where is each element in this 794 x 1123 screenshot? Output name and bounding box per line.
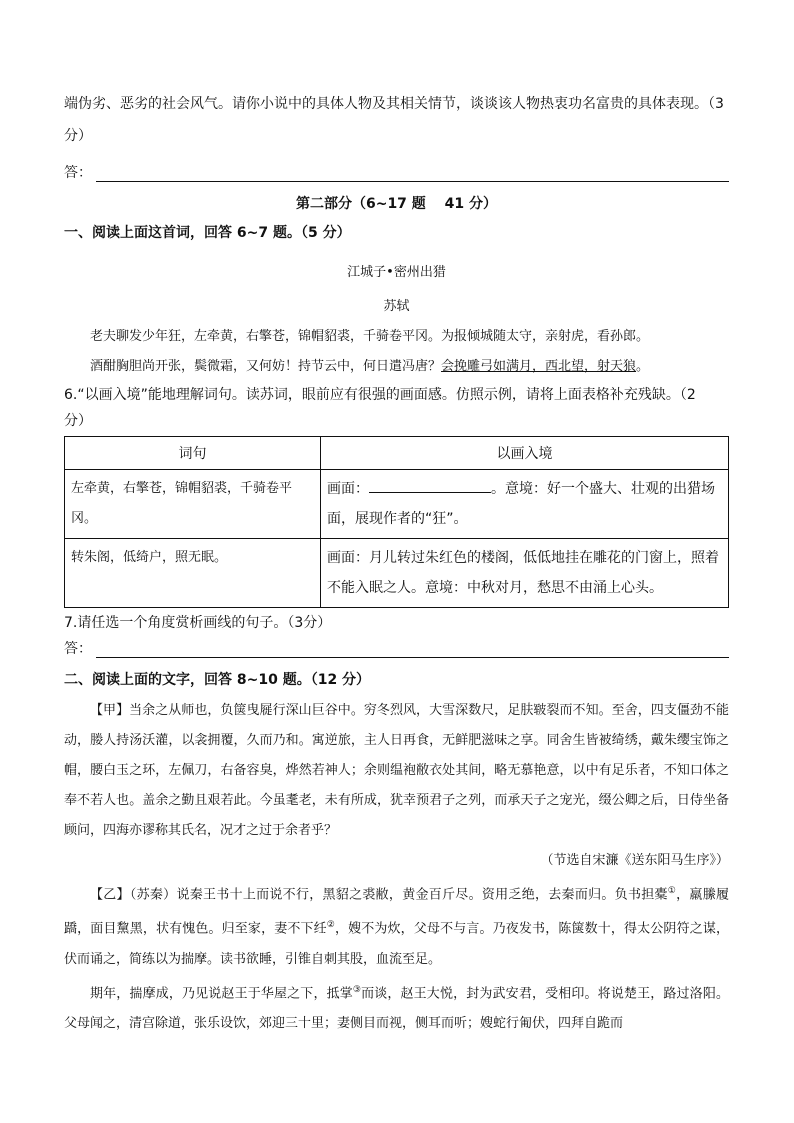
yi-p1-b: ，羸縢履蹻，面目黧黑，状有愧色。归至家，妻不下纴 xyxy=(64,887,729,937)
yi-p2-a: 期年，揣摩成，乃见说赵王于华屋之下，抵掌 xyxy=(90,985,353,1001)
poem-line-2-plain: 酒酣胸胆尚开张，鬓微霜，又何妨！持节云中，何日遣冯唐？ xyxy=(90,359,442,374)
passage-jia: 【甲】当余之从师也，负箧曳屣行深山巨谷中。穷冬烈风，大雪深数尺，足肤皲裂而不知。至舍，四支僵劲不能动，媵人持汤沃灌，以衾拥覆，久而乃和。寓逆旅，主人日再食，无鲜肥滋味之享。同舍生皆被绮绣，戴朱缨宝饰之帽，腰白玉之环，左佩刀，右备容臭，烨然若神人；余则缊袍敝衣处其间，略无慕艳意，以中有足乐者，不知口体之奉不若人也。盖余之勤且艰若此。今虽耄老，未有所成，犹幸预君子之列，而承天子之宠光，缀公卿之后，日侍坐备顾问，四海亦谬称其氏名，况才之过于余者乎？ xyxy=(64,703,729,838)
table-cell-imagery xyxy=(321,470,729,539)
poem-line-1: 老夫聊发少年狂，左牵黄，右擎苍，锦帽貂裘，千骑卷平冈。为报倾城随太守，亲射虎，看孙郎。 xyxy=(90,329,650,344)
poem-line-2 xyxy=(64,352,729,382)
table-cell-ci: 转朱阁，低绮户，照无眠。 xyxy=(65,539,321,608)
poem-title: 江城子•密州出猎 xyxy=(347,265,446,280)
part2-title: 第二部分（6~17 题 41 分） xyxy=(295,196,498,212)
q5-tail-line-2: 分） xyxy=(64,128,92,144)
table-header-imagery: 以画入境 xyxy=(321,437,729,470)
answer-rule xyxy=(96,159,729,182)
yi-p1-c: ，嫂不为炊，父母不与言。乃夜发书，陈箧数十，得太公阴符之谋，伏而诵之，简练以为揣摩。读书欲睡，引锥自刺其股，血流至足。 xyxy=(64,921,729,967)
passage-jia-source: （节选自宋濂《送东阳马生序》） xyxy=(540,853,729,868)
answer-label: 答： xyxy=(64,165,92,181)
fill-blank[interactable] xyxy=(369,478,491,493)
answer-line-q7 xyxy=(64,638,729,658)
section1-title: 一、阅读上面这首词，回答 6~7 题。（5 分） xyxy=(64,225,351,241)
row1-suffix: 。意境：好一个盛大、壮观的出猎场面，展现作者的“狂”。 xyxy=(327,481,715,527)
exam-page xyxy=(64,88,729,1039)
yi-p2-b: 而谈，赵王大悦，封为武安君，受相印。将说楚王，路过洛阳。父母闻之，清宫除道，张乐设饮，郊迎三十里；妻侧目而视，侧耳而听；嫂蛇行匍伏，四拜自跪而 xyxy=(64,985,729,1031)
table-cell-ci: 左牵黄，右擎苍，锦帽貂裘，千骑卷平冈。 xyxy=(65,470,321,539)
table-row xyxy=(65,470,729,539)
answer-line-q5 xyxy=(64,152,729,182)
table-header-row xyxy=(65,437,729,470)
table-cell-imagery: 画面：月儿转过朱红色的楼阁，低低地挂在雕花的门窗上，照着不能入眠之人。意境：中秋对月，愁思不由涌上心头。 xyxy=(321,539,729,608)
imagery-table xyxy=(64,436,729,608)
passage-yi-p2 xyxy=(64,975,729,1039)
footnote-mark: ③ xyxy=(352,984,362,995)
poem-underlined-sentence: 会挽雕弓如满月，西北望，射天狼 xyxy=(441,359,637,374)
answer-rule xyxy=(96,645,729,658)
poem-author: 苏轼 xyxy=(383,299,410,314)
answer-label: 答： xyxy=(64,641,92,657)
table-header-ci: 词句 xyxy=(65,437,321,470)
q7-text: 7.请任选一个角度赏析画线的句子。（3分） xyxy=(64,615,332,631)
footnote-mark: ② xyxy=(326,920,335,931)
footnote-mark: ① xyxy=(667,886,677,896)
poem-line-2-end: 。 xyxy=(636,359,650,374)
q5-tail-line: 端伪劣、恶劣的社会风气。请你小说中的具体人物及其相关情节，谈谈该人物热衷功名富贵的具体表现。（3 xyxy=(64,96,724,112)
table-row xyxy=(65,539,729,608)
yi-p1-a: 【乙】（苏秦）说秦王书十上而说不行，黑貂之裘敝，黄金百斤尽。资用乏绝，去秦而归。负书担橐 xyxy=(90,887,668,903)
row1-prefix: 画面： xyxy=(327,481,369,497)
q6-text-2: 分） xyxy=(64,413,92,429)
section2-title: 二、阅读上面的文字，回答 8~10 题。（12 分） xyxy=(64,672,371,688)
q6-text: 6.“以画入境”能地理解词句。读苏词，眼前应有很强的画面感。仿照示例，请将上面表格补充残缺。（2 xyxy=(64,387,696,403)
passage-yi-p1 xyxy=(64,876,729,975)
